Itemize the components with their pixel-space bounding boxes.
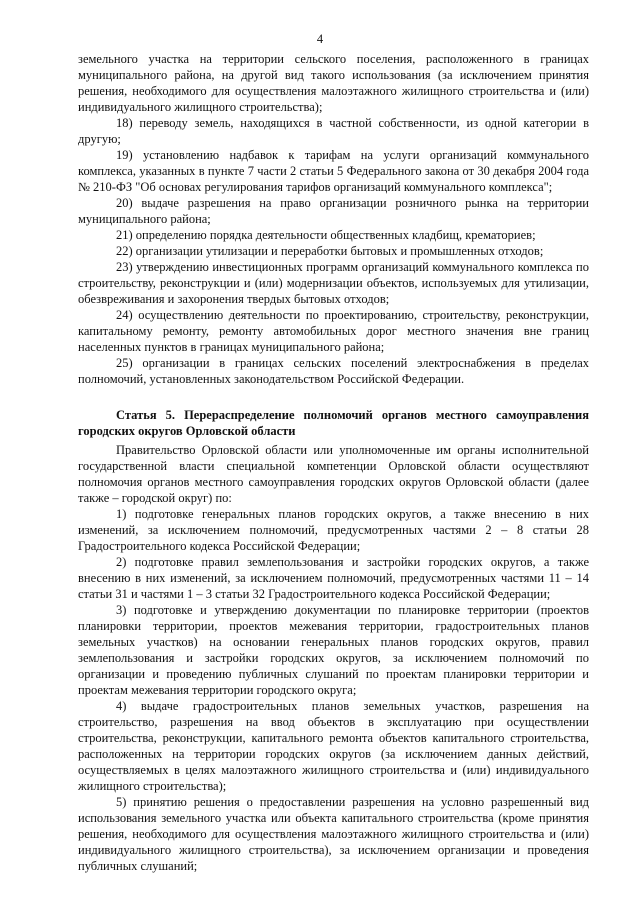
- list-item: 18) переводу земель, находящихся в частной собственности, из одной категории в другую;: [78, 116, 589, 146]
- list-item: 2) подготовке правил землепользования и застройки городских округов, а также внесению в них изменений, за исключением полномочий, предусмотренных частями 11 – 14 статьи 31 и частями 1 – 3 статьи 32 Градостроительного кодекса Российской Федерации;: [78, 555, 589, 601]
- list-item: 20) выдаче разрешения на право организации розничного рынка на территории муниципального района;: [78, 196, 589, 226]
- list-item: 24) осуществлению деятельности по проектированию, строительству, реконструкции, капитальному ремонту, ремонту автомобильных дорог местного значения вне границ населенных пунктов в границах муниципального района;: [78, 308, 589, 354]
- list-item: 4) выдаче градостроительных планов земельных участков, разрешения на строительство, разрешения на ввод объектов в эксплуатацию при осуществлении строительства, реконструкции, капитального ремонта объектов капитального строительства, расположенных на территории городских округов (за исключением данных действий, осуществляемых в целях малоэтажного жилищного строительства и (или) индивидуального жилищного строительства);: [78, 699, 589, 793]
- list-item: 3) подготовке и утверждению документации по планировке территории (проектов планировки территории, проектов межевания территории, градостроительных планов земельных участков) на основании генеральных планов городских округов, правил землепользования и застройки городских округов, за исключением полномочий по организации и проведению публичных слушаний по проектам планировки территории и проектам межевания территории городского округа;: [78, 603, 589, 697]
- list-item: 19) установлению надбавок к тарифам на услуги организаций коммунального комплекса, указанных в пункте 7 части 2 статьи 5 Федерального закона от 30 декабря 2004 года № 210-ФЗ "Об основах регулирования тарифов организаций коммунального комплекса";: [78, 148, 589, 194]
- paragraph-continuation: земельного участка на территории сельского поселения, расположенного в границах муниципального района, на другой вид такого использования (за исключением принятия решения, необходимого для осуществления малоэтажного жилищного строительства и (или) индивидуального жилищного строительства);: [78, 52, 589, 114]
- list-item: 5) принятию решения о предоставлении разрешения на условно разрешенный вид использования земельного участка или объекта капитального строительства (кроме принятия решения, необходимого для осуществления малоэтажного жилищного строительства и (или) индивидуального жилищного строительства), за исключением организации и проведения публичных слушаний;: [78, 795, 589, 873]
- list-item: 21) определению порядка деятельности общественных кладбищ, крематориев;: [116, 228, 536, 242]
- page-number: 4: [316, 32, 324, 46]
- list-item: 25) организации в границах сельских поселений электроснабжения в пределах полномочий, установленных законодательством Российской Федерации.: [78, 356, 589, 386]
- document-body: [78, 51, 589, 874]
- article-intro-paragraph: Правительство Орловской области или уполномоченные им органы исполнительной государственной власти специальной компетенции Орловской области осуществляют полномочия органов местного самоуправления городских округов Орловской области (далее также – городской округ) по:: [78, 443, 589, 505]
- list-item: 23) утверждению инвестиционных программ организаций коммунального комплекса по строительству, реконструкции и (или) модернизации объектов, используемых для утилизации, обезвреживания и захоронения твердых бытовых отходов;: [78, 260, 589, 306]
- list-item: 22) организации утилизации и переработки бытовых и промышленных отходов;: [116, 244, 544, 258]
- article-heading: Статья 5. Перераспределение полномочий органов местного самоуправления городских округов Орловской области: [78, 408, 589, 438]
- list-item: 1) подготовке генеральных планов городских округов, а также внесению в них изменений, за исключением полномочий, предусмотренных частями 2 – 8 статьи 28 Градостроительного кодекса Российской Федерации;: [78, 507, 589, 553]
